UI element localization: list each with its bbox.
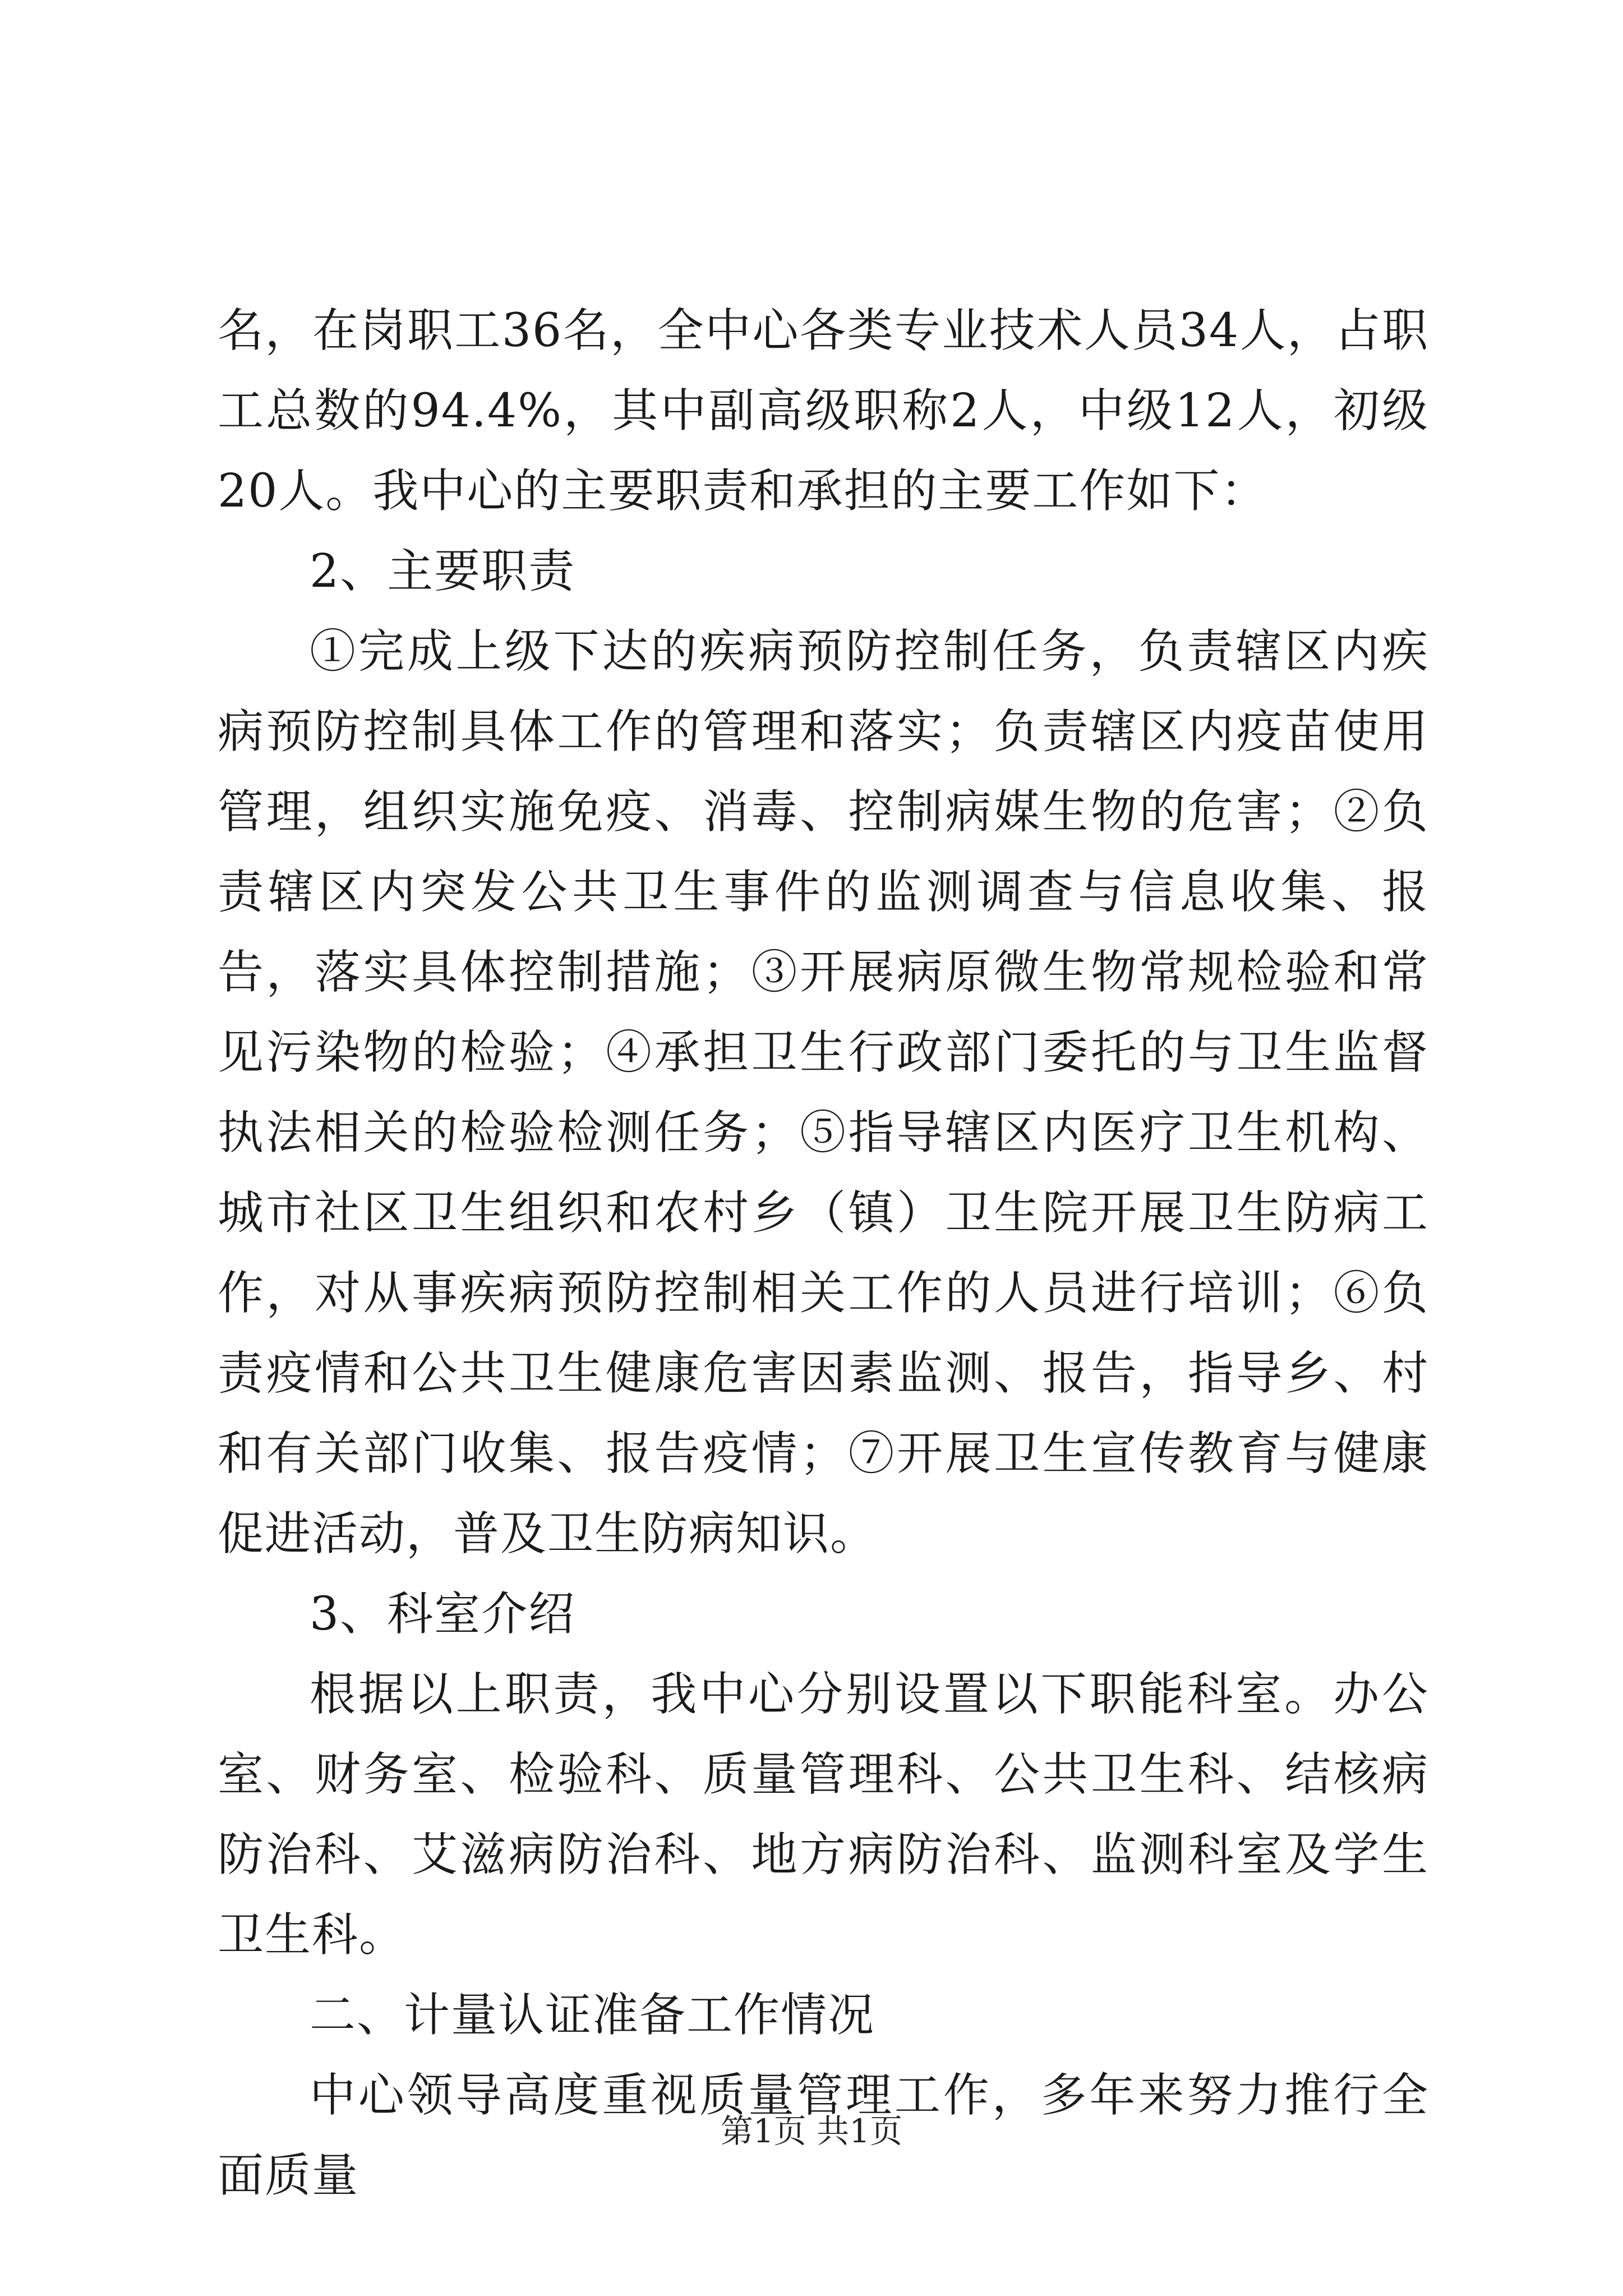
page-number-label: 第1页 共1页 (720, 2112, 903, 2150)
document-body (218, 291, 1429, 2216)
section-heading-departments: 3、科室介绍 (310, 1588, 576, 1641)
paragraph-quality-management: 中心领导高度重视质量管理工作，多年来努力推行全面质量 (218, 2069, 1429, 2202)
section-heading-main-duties: 2、主要职责 (310, 545, 576, 598)
page-footer (0, 2111, 1623, 2151)
section-heading-certification: 二、计量认证准备工作情况 (310, 1989, 875, 2042)
paragraph-duties-list: ①完成上级下达的疾病预防控制任务，负责辖区内疾病预防控制具体工作的管理和落实；负责辖区内疫苗使用管理，组织实施免疫、消毒、控制病媒生物的危害；②负责辖区内突发公共卫生事件的监测调查与信息收集、报告，落实具体控制措施；③开展病原微生物常规检验和常见污染物的检验；④承担卫生行政部门委托的与卫生监督执法相关的检验检测任务；⑤指导辖区内医疗卫生机构、城市社区卫生组织和农村乡（镇）卫生院开展卫生防病工作，对从事疾病预防控制相关工作的人员进行培训；⑥负责疫情和公共卫生健康危害因素监测、报告，指导乡、村和有关部门收集、报告疫情；⑦开展卫生宣传教育与健康促进活动，普及卫生防病知识。 (218, 625, 1429, 1561)
paragraph-staff-summary: 名，在岗职工36名，全中心各类专业技术人员34人，占职工总数的94.4%，其中副高级职称2人，中级12人，初级20人。我中心的主要职责和承担的主要工作如下： (218, 304, 1429, 518)
paragraph-departments: 根据以上职责，我中心分别设置以下职能科室。办公室、财务室、检验科、质量管理科、公共卫生科、结核病防治科、艾滋病防治科、地方病防治科、监测科室及学生卫生科。 (218, 1668, 1429, 1962)
